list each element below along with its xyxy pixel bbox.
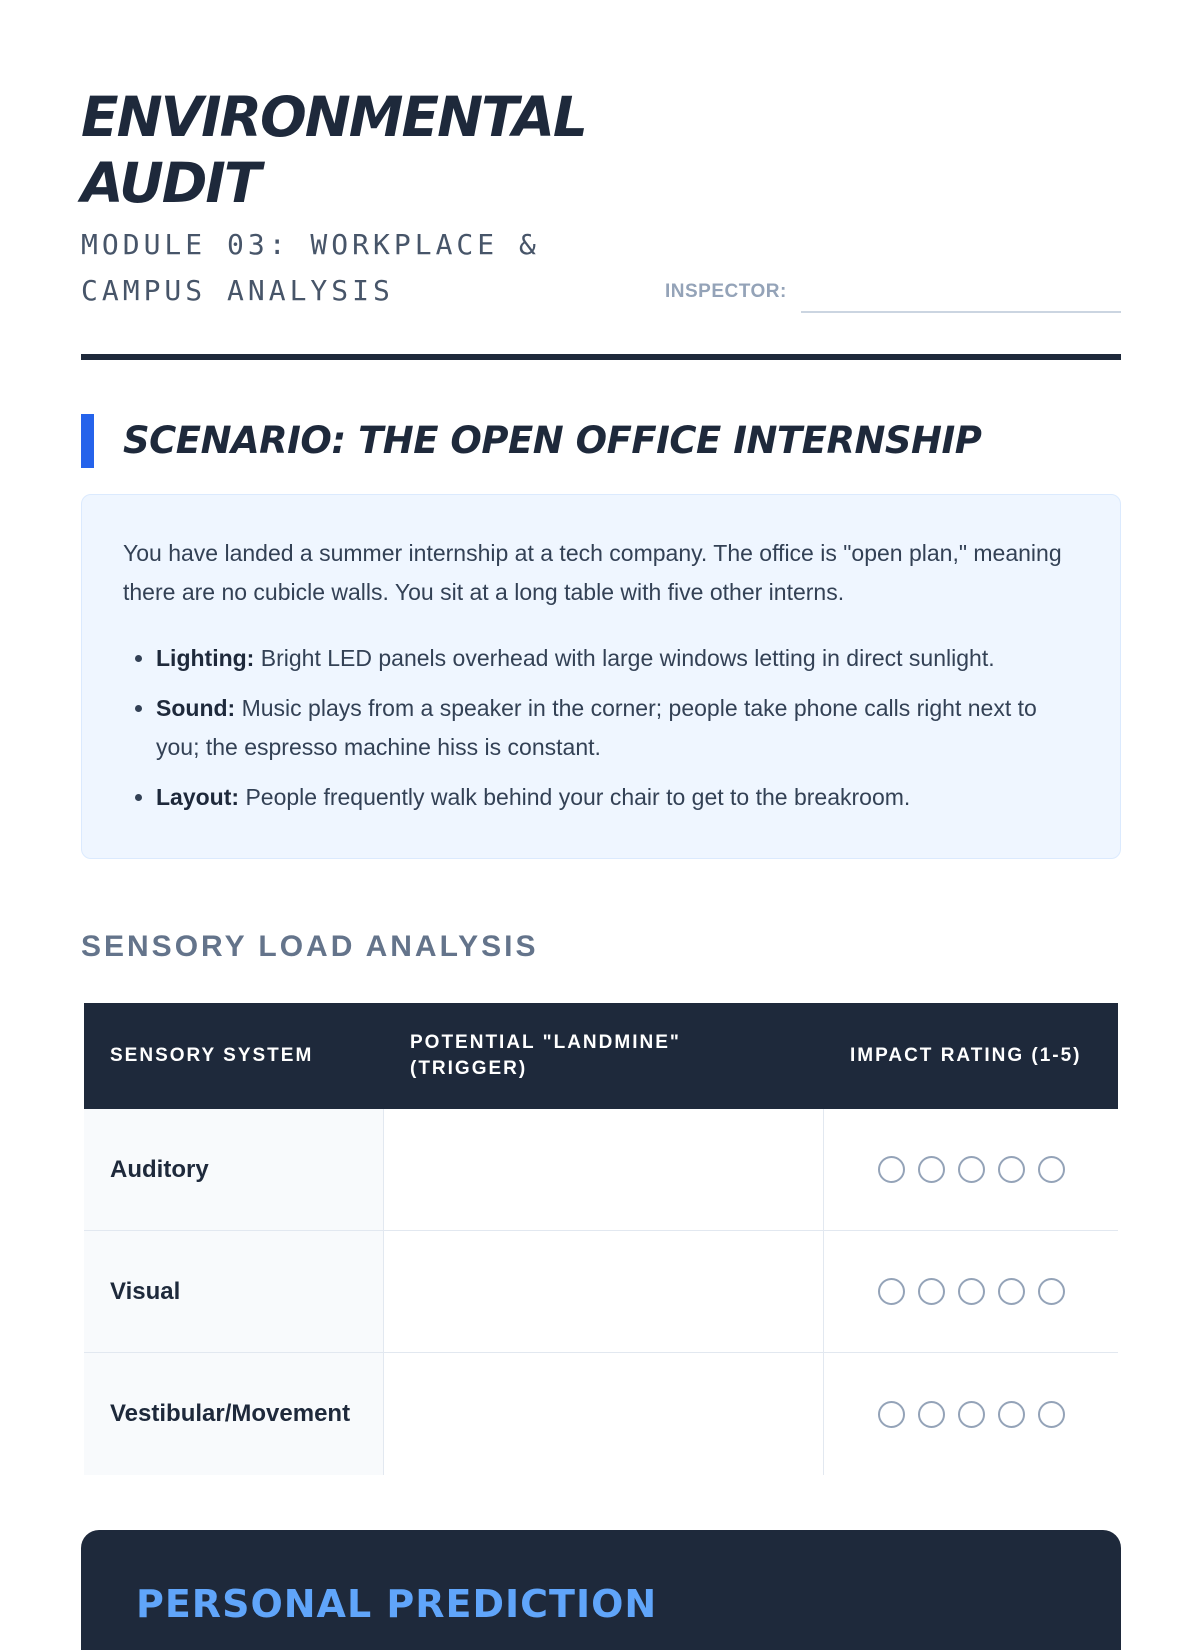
rating-option-1[interactable] — [878, 1278, 905, 1305]
list-item-text: Music plays from a speaker in the corner; people take phone calls right next to you; the espresso machine hiss is constant. — [156, 695, 1037, 760]
prediction-panel — [81, 1530, 1121, 1650]
rating-option-3[interactable] — [958, 1401, 985, 1428]
rating-option-5[interactable] — [1038, 1401, 1065, 1428]
list-item-label: Layout: — [156, 784, 240, 810]
list-item-label: Lighting: — [156, 645, 255, 671]
rating-option-5[interactable] — [1038, 1278, 1065, 1305]
rating-option-5[interactable] — [1038, 1156, 1065, 1183]
page-subtitle: MODULE 03: WORKPLACE & CAMPUS ANALYSIS — [81, 228, 540, 307]
rating-cell — [824, 1353, 1118, 1475]
scenario-accent-bar — [81, 414, 94, 468]
list-item-text: People frequently walk behind your chair to get to the breakroom. — [239, 784, 911, 810]
rating-option-1[interactable] — [878, 1401, 905, 1428]
rating-cell — [824, 1231, 1118, 1352]
trigger-cell[interactable] — [384, 1109, 824, 1230]
rating-option-4[interactable] — [998, 1278, 1025, 1305]
sensory-table — [84, 1003, 1118, 1475]
rating-cell — [824, 1109, 1118, 1230]
trigger-cell[interactable] — [384, 1353, 824, 1475]
rating-option-4[interactable] — [998, 1156, 1025, 1183]
table-row — [84, 1353, 1118, 1475]
list-item — [156, 639, 1079, 678]
rating-option-3[interactable] — [958, 1156, 985, 1183]
rating-option-3[interactable] — [958, 1278, 985, 1305]
table-row — [84, 1231, 1118, 1353]
scenario-list — [123, 639, 1079, 817]
list-item-label: Sound: — [156, 695, 236, 721]
table-row — [84, 1109, 1118, 1231]
sensory-system-cell: Vestibular/Movement — [84, 1353, 384, 1475]
sensory-system-cell: Visual — [84, 1231, 384, 1352]
scenario-intro: You have landed a summer internship at a tech company. The office is "open plan," meaning there are no cubicle walls. You sit at a long table with five other interns. — [123, 540, 1062, 605]
list-item — [156, 689, 1079, 767]
prediction-title: PERSONAL PREDICTION — [136, 1582, 658, 1626]
inspector-input[interactable] — [801, 280, 1121, 313]
inspector-label: INSPECTOR: — [665, 281, 787, 302]
column-header-trigger: POTENTIAL "LANDMINE" (TRIGGER) — [410, 1032, 681, 1079]
rating-option-4[interactable] — [998, 1401, 1025, 1428]
rating-option-2[interactable] — [918, 1278, 945, 1305]
page-title: ENVIRONMENTAL AUDIT — [81, 85, 586, 215]
sensory-system-cell: Auditory — [84, 1109, 384, 1230]
header-divider — [81, 354, 1121, 360]
scenario-title: SCENARIO: THE OPEN OFFICE INTERNSHIP — [123, 419, 982, 462]
scenario-box — [81, 494, 1121, 859]
rating-option-2[interactable] — [918, 1156, 945, 1183]
column-header-system: SENSORY SYSTEM — [110, 1045, 314, 1066]
section-heading: SENSORY LOAD ANALYSIS — [81, 930, 539, 963]
rating-option-1[interactable] — [878, 1156, 905, 1183]
list-item — [156, 778, 1079, 817]
rating-option-2[interactable] — [918, 1401, 945, 1428]
column-header-rating: IMPACT RATING (1-5) — [850, 1045, 1082, 1066]
table-header — [84, 1003, 1118, 1109]
list-item-text: Bright LED panels overhead with large windows letting in direct sunlight. — [254, 645, 995, 671]
trigger-cell[interactable] — [384, 1231, 824, 1352]
